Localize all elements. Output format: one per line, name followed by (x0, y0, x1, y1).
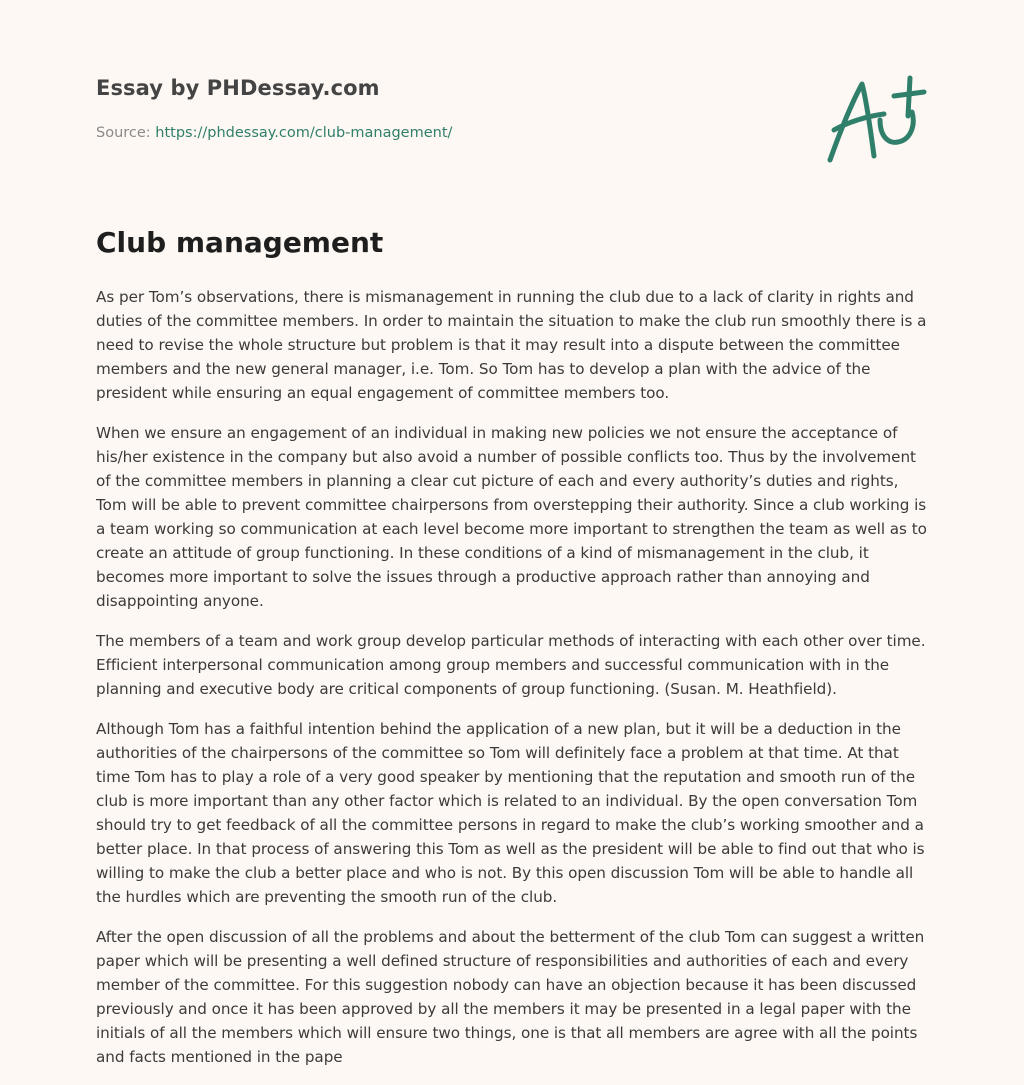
source-link[interactable]: https://phdessay.com/club-management/ (155, 125, 453, 141)
essay-body (96, 285, 928, 1085)
paragraph: As per Tom’s observations, there is mismanagement in running the club due to a lack of clarity in rights and duties of the committee members. In order to maintain the situation to make the club run smoothly there is a need to revise the whole structure but problem is that it may result into a dispute between the committee members and the new general manager, i.e. Tom. So Tom has to develop a plan with the advice of the president while ensuring an equal engagement of committee members too. (96, 288, 927, 402)
header (96, 76, 928, 176)
source-line (96, 125, 452, 141)
paragraph: When we ensure an engagement of an individual in making new policies we not ensure the acceptance of his/her existence in the company but also avoid a number of possible conflicts too. Thus by the involvement of the committee members in planning a clear cut picture of each and every authority’s duties and rights, Tom will be able to prevent committee chairpersons from overstepping their authority. Since a club working is a team working so communication at each level become more important to strengthen the team as well as to create an attitude of group functioning. In these conditions of a kind of mismanagement in the club, it becomes more important to solve the issues through a productive approach rather than annoying and disappointing anyone. (96, 424, 927, 610)
paragraph: Although Tom has a faithful intention behind the application of a new plan, but it will be a deduction in the authorities of the chairpersons of the committee so Tom will definitely face a problem at that time. At that time Tom has to play a role of a very good speaker by mentioning that the reputation and smooth run of the club is more important than any other factor which is related to an individual. By the open conversation Tom should try to get feedback of all the committee persons in regard to make the club’s working smoother and a better place. In that process of answering this Tom as well as the president will be able to find out that who is willing to make the club a better place and who is not. By this open discussion Tom will be able to handle all the hurdles which are preventing the smooth run of the club. (96, 720, 925, 906)
paragraph: The members of a team and work group develop particular methods of interacting with each other over time. Efficient interpersonal communication among group members and successful communication with in the planning and executive body are critical components of group functioning. (Susan. M. Heathfield). (96, 632, 926, 698)
brand-title: Essay by PHDessay.com (96, 76, 380, 100)
page-title: Club management (96, 226, 384, 259)
paragraph: After the open discussion of all the problems and about the betterment of the club Tom can suggest a written paper which will be presenting a well defined structure of responsibilities and authorities of each and every member of the committee. For this suggestion nobody can have an objection because it has been discussed previously and once it has been approved by all the members it may be presented in a legal paper with the initials of all the members which will ensure two things, one is that all members are agree with all the points and facts mentioned in the pape (96, 928, 925, 1066)
a-plus-logo-icon (824, 70, 928, 166)
source-label: Source: (96, 125, 151, 141)
